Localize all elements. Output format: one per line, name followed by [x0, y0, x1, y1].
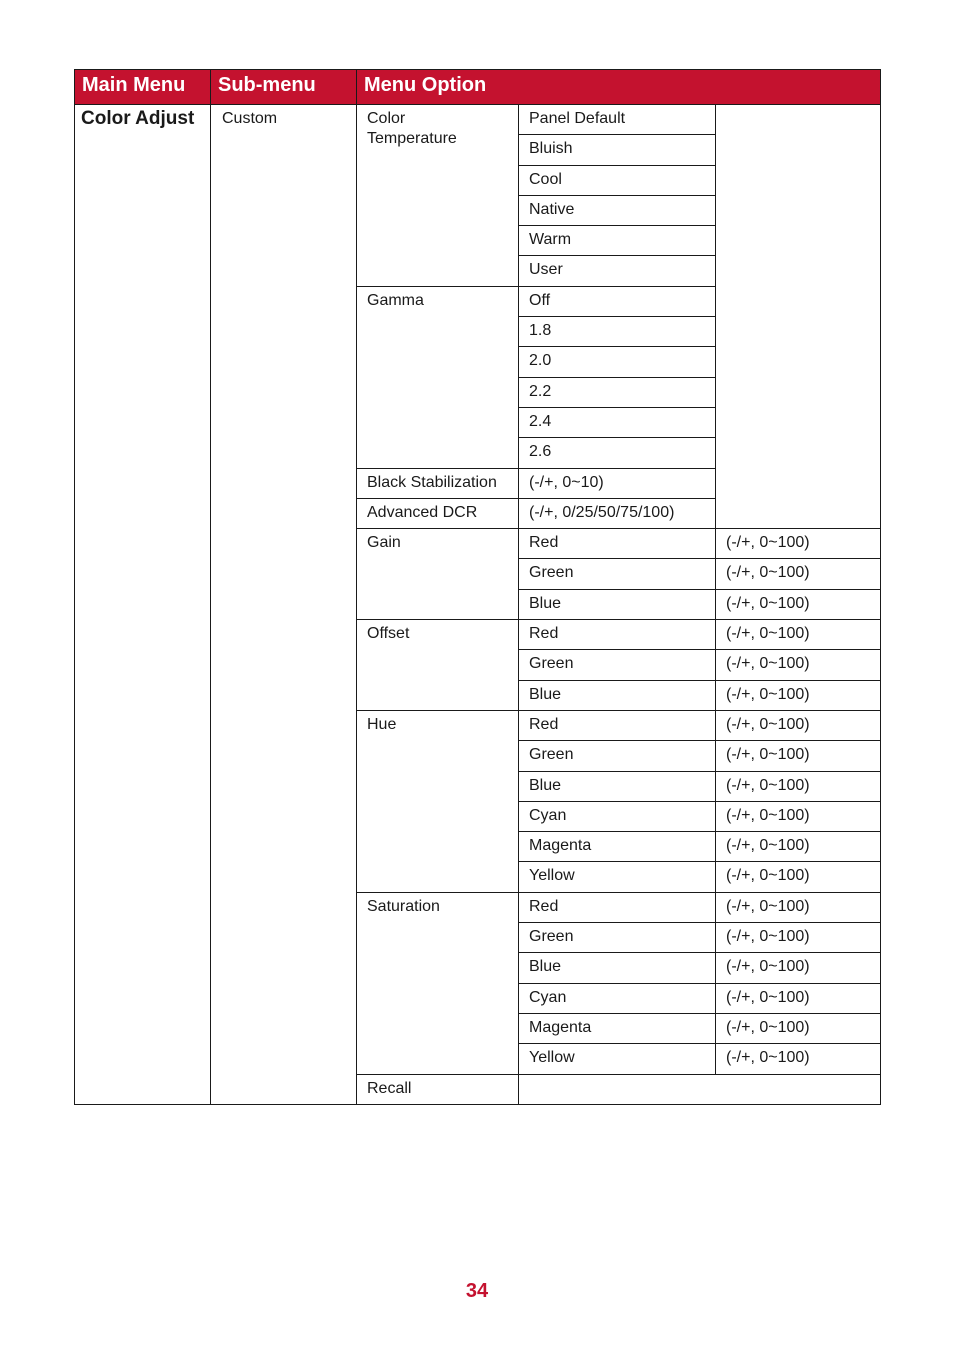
option-cell: Blue	[519, 680, 716, 710]
option-cell: 2.2	[519, 377, 716, 407]
option-cell: 2.6	[519, 438, 716, 468]
page-number: 34	[465, 1280, 489, 1302]
header-main-menu: Main Menu	[75, 70, 211, 105]
option-group-cell: Advanced DCR	[357, 498, 519, 528]
option-cell: (-/+, 0/25/50/75/100)	[519, 498, 716, 528]
option-value-cell: (-/+, 0~100)	[716, 1013, 881, 1043]
option-cell: Warm	[519, 226, 716, 256]
option-cell: Green	[519, 741, 716, 771]
table-row	[75, 105, 881, 135]
option-value-cell: (-/+, 0~100)	[716, 589, 881, 619]
option-group-cell: Saturation	[357, 892, 519, 1074]
option-cell: Panel Default	[519, 105, 716, 135]
main-menu-cell: Color Adjust	[75, 105, 211, 1105]
option-value-cell: (-/+, 0~100)	[716, 862, 881, 892]
header-sub-menu: Sub-menu	[211, 70, 357, 105]
option-cell: Yellow	[519, 1044, 716, 1074]
table-body	[75, 105, 881, 1105]
sub-menu-cell: Custom	[211, 105, 357, 1105]
option-cell: Magenta	[519, 1013, 716, 1043]
option-cell: Yellow	[519, 862, 716, 892]
option-value-cell: (-/+, 0~100)	[716, 680, 881, 710]
option-value-cell: (-/+, 0~100)	[716, 650, 881, 680]
option-cell: Green	[519, 650, 716, 680]
option-cell: Red	[519, 892, 716, 922]
option-cell: Blue	[519, 953, 716, 983]
option-value-cell: (-/+, 0~100)	[716, 953, 881, 983]
empty-cell	[716, 105, 881, 529]
option-value-cell: (-/+, 0~100)	[716, 983, 881, 1013]
option-cell: 1.8	[519, 317, 716, 347]
osd-menu-table	[74, 69, 881, 1105]
option-cell	[519, 1074, 881, 1104]
option-cell: Red	[519, 620, 716, 650]
option-value-cell: (-/+, 0~100)	[716, 620, 881, 650]
option-group-cell: Offset	[357, 620, 519, 711]
option-group-cell: Recall	[357, 1074, 519, 1104]
option-cell: Blue	[519, 771, 716, 801]
option-cell: Green	[519, 923, 716, 953]
option-cell: Cyan	[519, 801, 716, 831]
header-menu-option: Menu Option	[357, 70, 881, 105]
option-cell: Cool	[519, 165, 716, 195]
option-value-cell: (-/+, 0~100)	[716, 923, 881, 953]
option-cell: Native	[519, 195, 716, 225]
option-cell: Bluish	[519, 135, 716, 165]
option-cell: 2.0	[519, 347, 716, 377]
option-value-cell: (-/+, 0~100)	[716, 741, 881, 771]
option-value-cell: (-/+, 0~100)	[716, 559, 881, 589]
option-group-cell: Gain	[357, 529, 519, 620]
option-cell: Green	[519, 559, 716, 589]
option-value-cell: (-/+, 0~100)	[716, 710, 881, 740]
option-cell: Red	[519, 710, 716, 740]
option-cell: Cyan	[519, 983, 716, 1013]
option-cell: Magenta	[519, 832, 716, 862]
option-cell: (-/+, 0~10)	[519, 468, 716, 498]
option-value-cell: (-/+, 0~100)	[716, 771, 881, 801]
option-group-cell: Gamma	[357, 286, 519, 468]
option-value-cell: (-/+, 0~100)	[716, 529, 881, 559]
option-group-cell: Color Temperature	[357, 105, 519, 287]
option-value-cell: (-/+, 0~100)	[716, 801, 881, 831]
option-cell: Off	[519, 286, 716, 316]
option-value-cell: (-/+, 0~100)	[716, 1044, 881, 1074]
option-cell: Red	[519, 529, 716, 559]
table-header-row	[75, 70, 881, 105]
option-group-cell: Hue	[357, 710, 519, 892]
option-cell: 2.4	[519, 407, 716, 437]
option-cell: Blue	[519, 589, 716, 619]
option-value-cell: (-/+, 0~100)	[716, 892, 881, 922]
option-cell: User	[519, 256, 716, 286]
option-value-cell: (-/+, 0~100)	[716, 832, 881, 862]
option-group-cell: Black Stabilization	[357, 468, 519, 498]
